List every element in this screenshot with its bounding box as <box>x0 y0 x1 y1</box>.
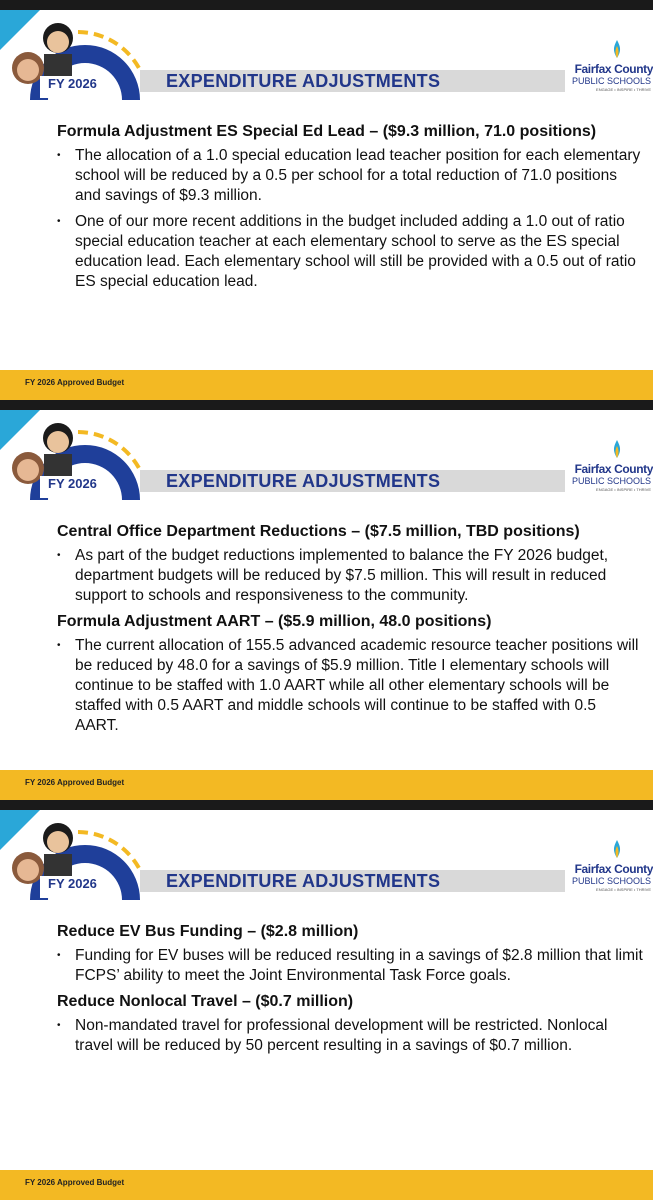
bullet-list <box>57 546 643 606</box>
slide-title: EXPENDITURE ADJUSTMENTS <box>166 471 441 491</box>
divider-strip <box>0 400 653 410</box>
logo-line-2: PUBLIC SCHOOLS <box>571 476 651 486</box>
bullet-list <box>57 1016 643 1056</box>
footer-bar <box>0 370 653 400</box>
logo-line-2: PUBLIC SCHOOLS <box>571 876 651 886</box>
section-heading: Reduce EV Bus Funding – ($2.8 million) <box>57 923 359 940</box>
section-heading: Formula Adjustment AART – ($5.9 million, 48.0 positions) <box>57 613 492 630</box>
lamp-icon <box>605 838 629 862</box>
footer-text: FY 2026 Approved Budget <box>25 1178 125 1187</box>
lamp-icon <box>605 438 629 462</box>
footer-text: FY 2026 Approved Budget <box>25 378 125 387</box>
fcps-logo <box>571 38 653 98</box>
divider-strip <box>0 800 653 810</box>
title-band <box>140 870 565 892</box>
logo-tagline: ENGAGE • INSPIRE • THRIVE <box>596 887 651 892</box>
slide-title: EXPENDITURE ADJUSTMENTS <box>166 871 441 891</box>
logo-line-2: PUBLIC SCHOOLS <box>571 76 651 86</box>
fcps-logo <box>571 438 653 498</box>
logo-line-1: Fairfax County <box>574 62 653 76</box>
footer-text: FY 2026 Approved Budget <box>25 778 125 787</box>
logo-line-1: Fairfax County <box>574 462 653 476</box>
slide-content <box>57 522 643 742</box>
bullet-item: • Funding for EV buses will be reduced resulting in a savings of $2.8 million that limit FCPS’ ability to meet the Joint Environmental Task Force goals. <box>57 946 643 986</box>
slide-title: EXPENDITURE ADJUSTMENTS <box>166 71 441 91</box>
slide-2 <box>0 410 653 770</box>
section-heading: Central Office Department Reductions – ($7.5 million, TBD positions) <box>57 523 580 540</box>
bullet-item: • The allocation of a 1.0 special education lead teacher position for each elementary school will be reduced by a 0.5 per school for a total reduction of 71.0 positions and savings of $9.3 million. <box>57 146 643 206</box>
lamp-icon <box>605 38 629 62</box>
bullet-list <box>57 636 643 736</box>
bullet-list <box>57 146 643 292</box>
footer-bar <box>0 1170 653 1200</box>
slide-content <box>57 122 643 298</box>
slide-1 <box>0 10 653 370</box>
bullet-item: • One of our more recent additions in the budget included adding a 1.0 out of ratio special education teacher at each elementary school to serve as the ES special education lead. Each elementary school will still be provided with a 0.5 out of ratio ES special education lead. <box>57 212 643 292</box>
bullet-item: • The current allocation of 155.5 advanced academic resource teacher positions will be reduced by 48.0 for a savings of $5.9 million. Title I elementary schools will continue to be staffed with 1.0 AART while all other elementary schools will be staffed with 0.5 AART and middle schools will continue to be staffed with 0.5 AART. <box>57 636 643 736</box>
title-band <box>140 70 565 92</box>
logo-tagline: ENGAGE • INSPIRE • THRIVE <box>596 487 651 492</box>
bullet-list <box>57 946 643 986</box>
section-heading: Reduce Nonlocal Travel – ($0.7 million) <box>57 993 354 1010</box>
bullet-item: • Non-mandated travel for professional development will be restricted. Nonlocal travel will be reduced by 50 percent resulting in a savings of $0.7 million. <box>57 1016 643 1056</box>
fy-badge: FY 2026 <box>48 476 97 491</box>
slide-3 <box>0 810 653 1170</box>
slide-content <box>57 922 643 1062</box>
section-heading: Formula Adjustment ES Special Ed Lead – ($9.3 million, 71.0 positions) <box>57 123 597 140</box>
fy-badge: FY 2026 <box>48 76 97 91</box>
fcps-logo <box>571 838 653 898</box>
logo-tagline: ENGAGE • INSPIRE • THRIVE <box>596 87 651 92</box>
fy-badge: FY 2026 <box>48 876 97 891</box>
footer-bar <box>0 770 653 800</box>
logo-line-1: Fairfax County <box>574 862 653 876</box>
title-band <box>140 470 565 492</box>
top-strip <box>0 0 653 10</box>
bullet-item: • As part of the budget reductions implemented to balance the FY 2026 budget, department budgets will be reduced by $7.5 million. This will result in reduced support to schools and responsiveness to the community. <box>57 546 643 606</box>
